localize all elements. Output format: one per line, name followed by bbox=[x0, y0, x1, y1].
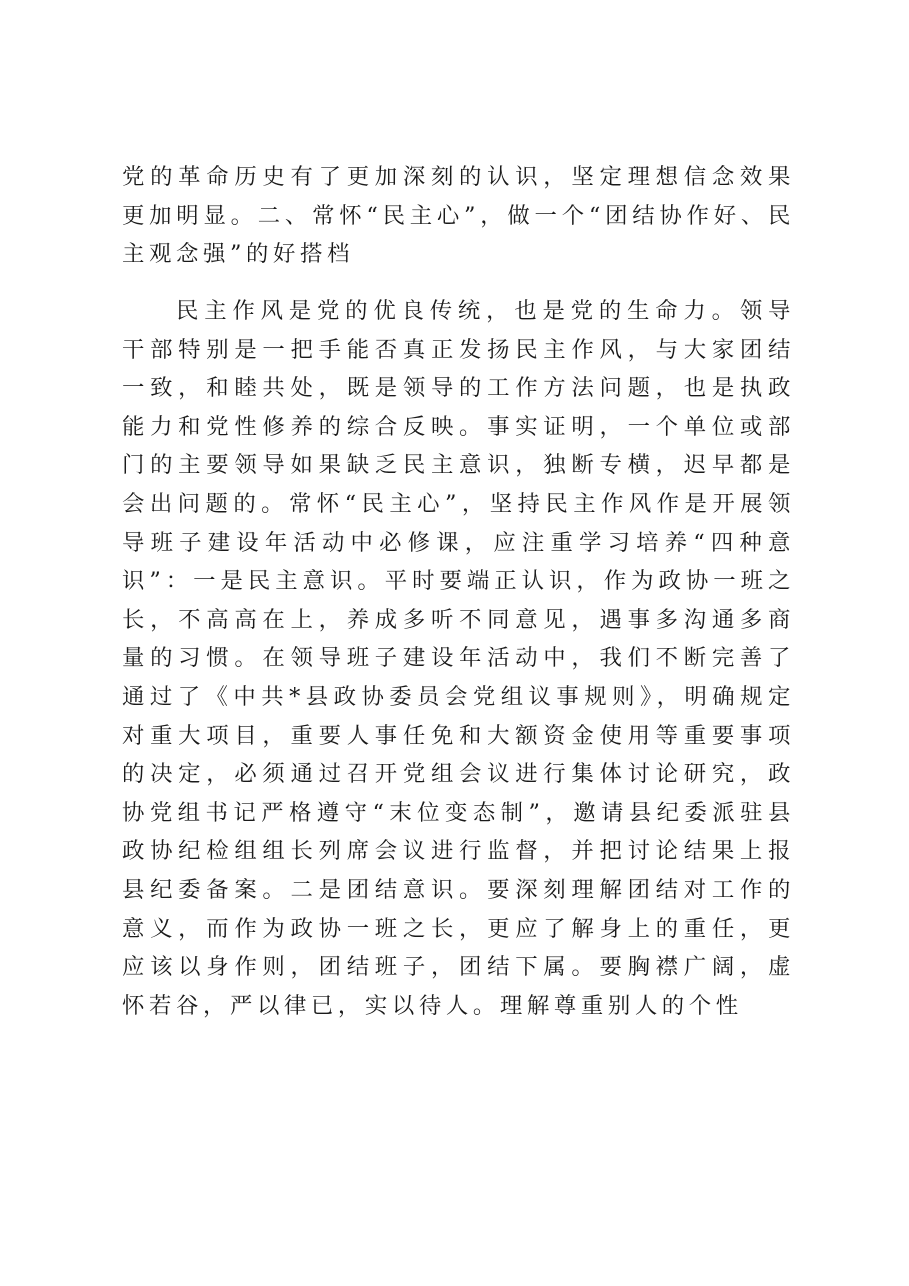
paragraph-text: 党的革命历史有了更加深刻的认识，坚定理想信念效果更加明显。二、常怀“民主心”，做一个“团结协作好、民主观念强”的好搭档 bbox=[122, 164, 795, 268]
paragraph-continuation bbox=[122, 158, 795, 274]
paragraph-democratic-style bbox=[122, 292, 795, 1025]
paragraph-text: 民主作风是党的优良传统，也是党的生命力。领导干部特别是一把手能否真正发扬民主作风，与大家团结一致，和睦共处，既是领导的工作方法问题，也是执政能力和党性修养的综合反映。事实证明，一个单位或部门的主要领导如果缺乏民主意识，独断专横，迟早都是会出问题的。常怀“民主心”，坚持民主作风作是开展领导班子建设年活动中必修课，应注重学习培养“四种意识”：一是民主意识。平时要端正认识，作为政协一班之长，不高高在上，养成多听不同意见，遇事多沟通多商量的习惯。在领导班子建设年活动中，我们不断完善了通过了《中共*县政协委员会党组议事规则》，明确规定对重大项目，重要人事任免和大额资金使用等重要事项的决定，必须通过召开党组会议进行集体讨论研究，政协党组书记严格遵守“末位变态制”，邀请县纪委派驻县政协纪检组组长列席会议进行监督，并把讨论结果上报县纪委备案。二是团结意识。要深刻理解团结对工作的意义，而作为政协一班之长，更应了解身上的重任，更应该以身作则，团结班子，团结下属。要胸襟广阔，虚怀若谷，严以律已，实以待人。理解尊重别人的个性 bbox=[122, 298, 795, 1019]
